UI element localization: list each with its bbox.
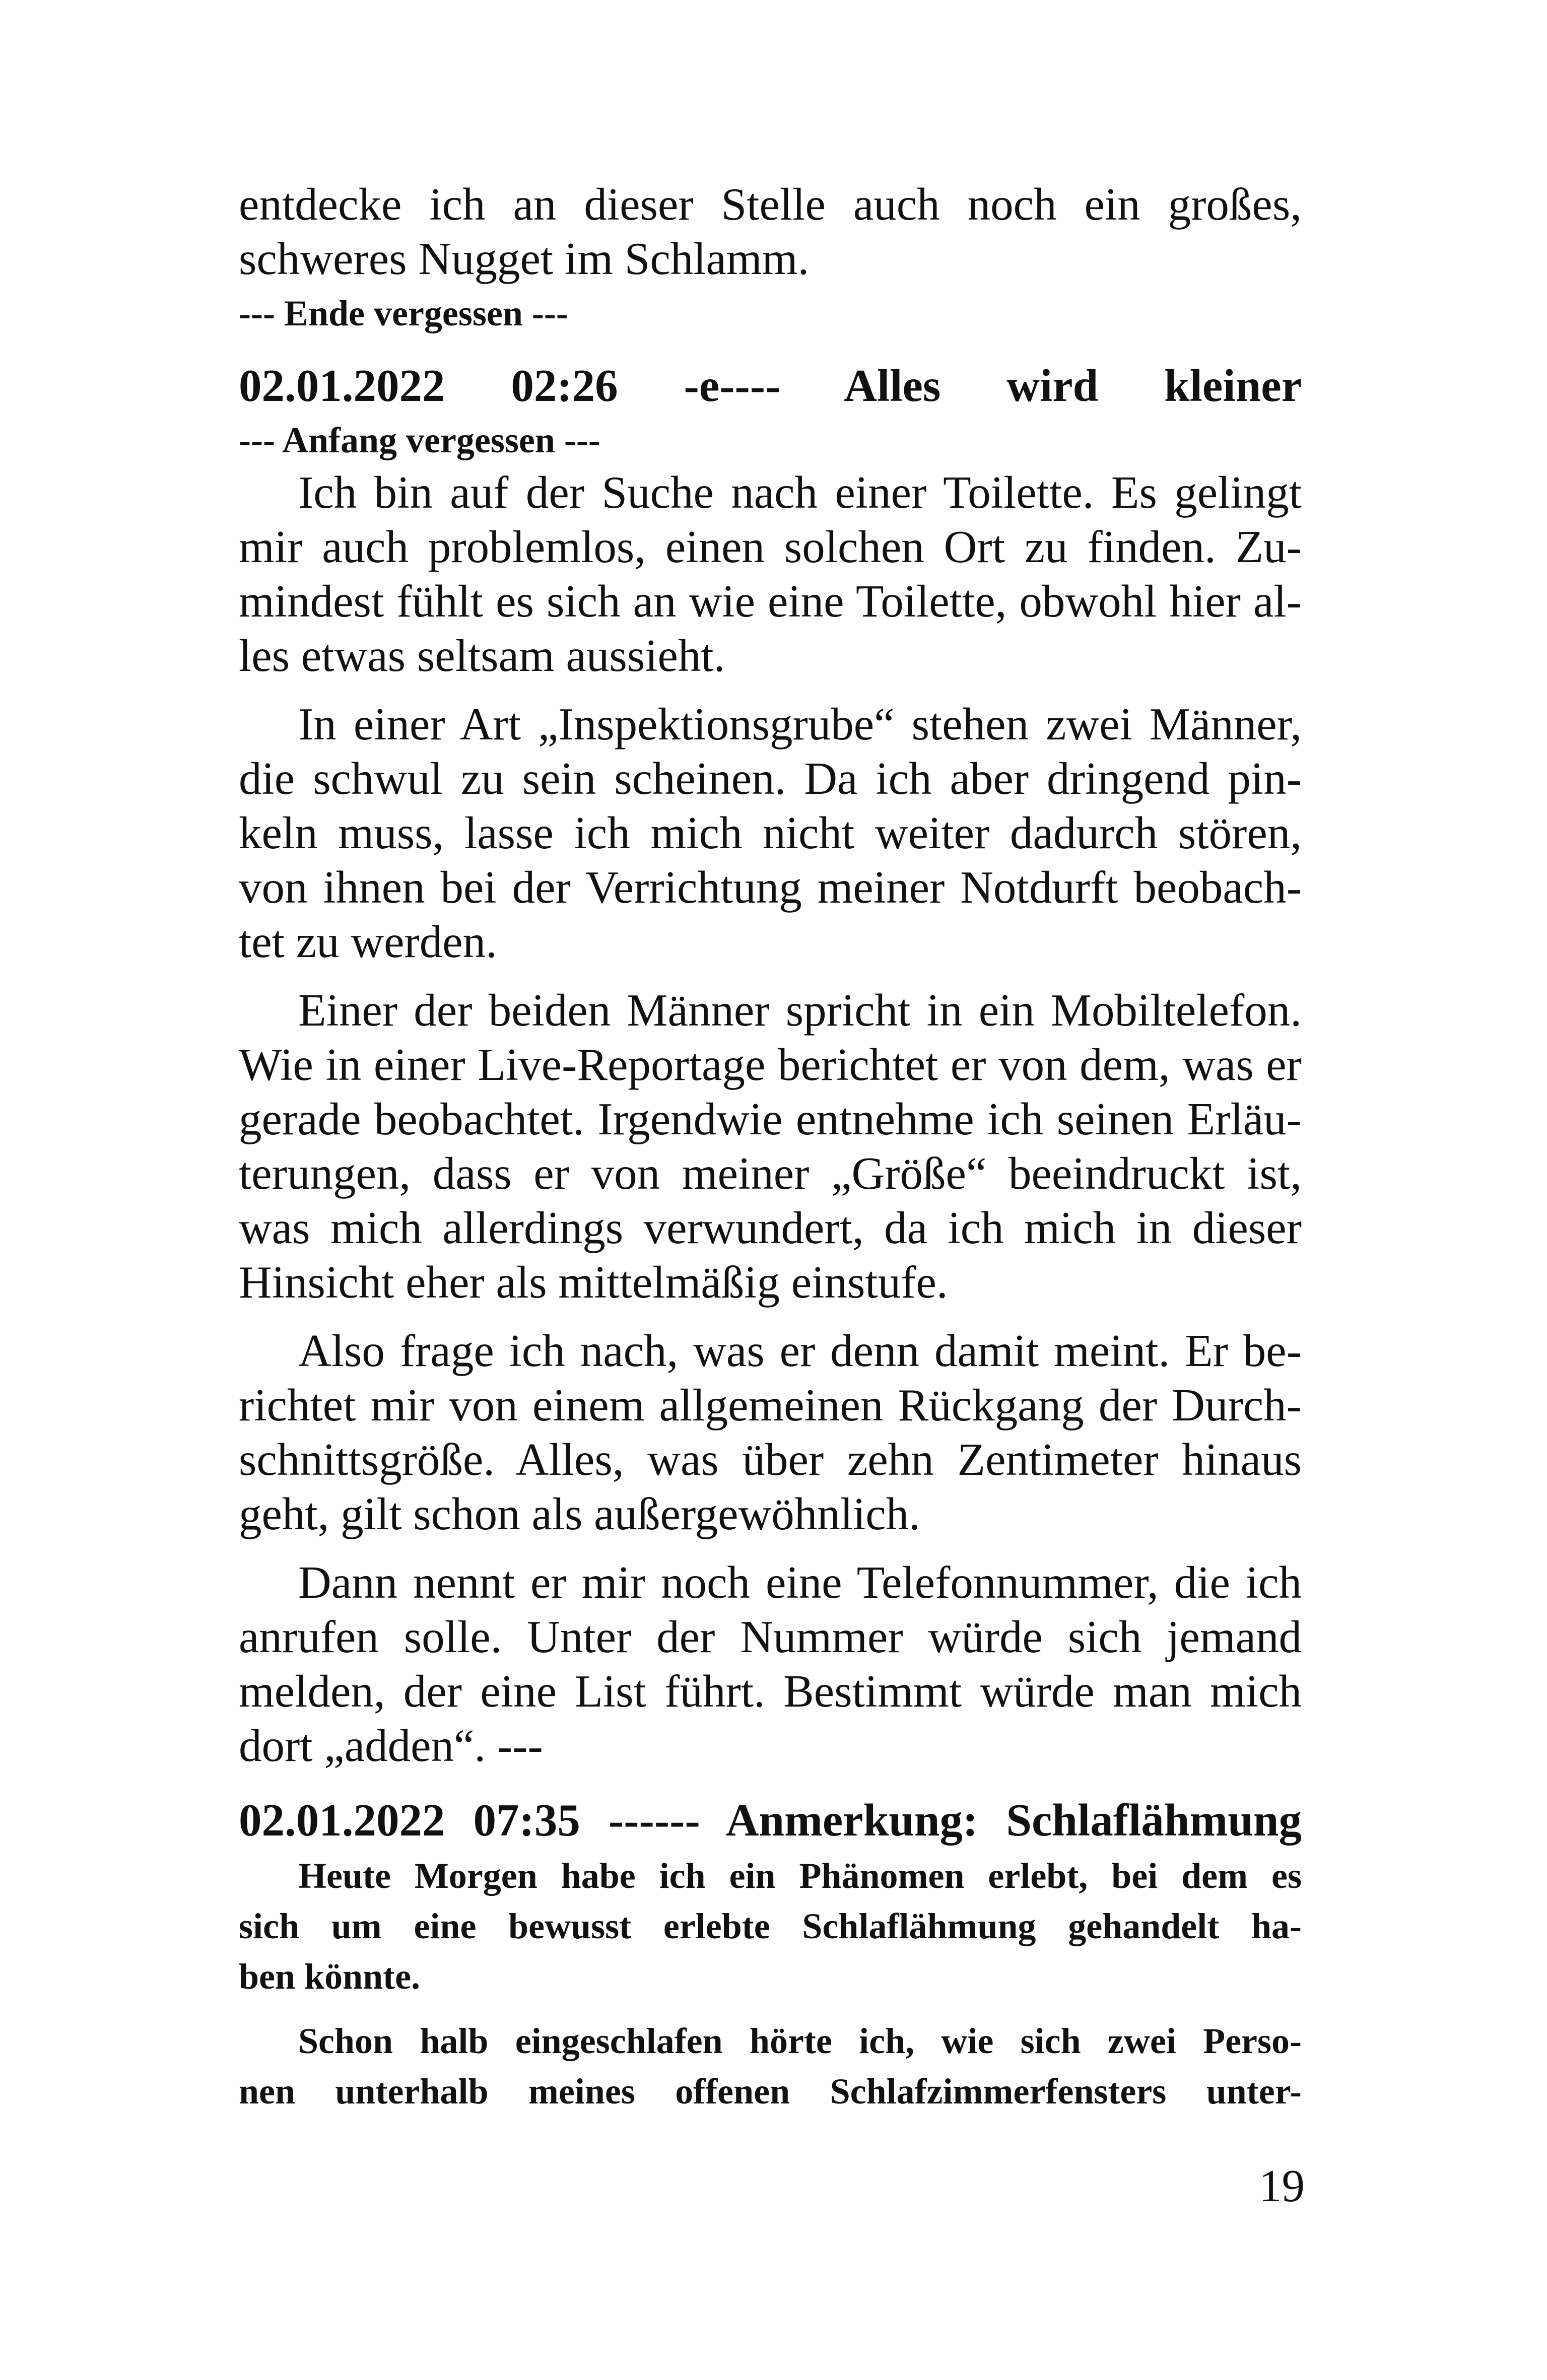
- paragraph-continuation: [239, 177, 1302, 286]
- text-line: Ich bin auf der Suche nach einer Toilette. Es gelingt: [298, 467, 1302, 518]
- text-line: nen unterhalb meines offenen Schlafzimmerfensters unter-: [239, 2071, 1302, 2112]
- text-line: sich um eine bewusst erlebte Schlaflähmung gehandelt ha-: [239, 1906, 1302, 1946]
- text-line: mindest fühlt es sich an wie eine Toilette, obwohl hier al-: [239, 576, 1302, 627]
- paragraph-gap: [239, 2002, 1302, 2016]
- text-line: die schwul zu sein scheinen. Da ich aber dringend pin-: [239, 753, 1302, 804]
- text-line: gerade beobachtet. Irgendwie entnehme ich seinen Erläu-: [239, 1094, 1302, 1144]
- paragraph-gap: [239, 1310, 1302, 1324]
- paragraph-gap: [239, 683, 1302, 697]
- text-line: Wie in einer Live-Reportage berichtet er von dem, was er: [239, 1039, 1302, 1090]
- text-line: dort „adden“. ---: [239, 1720, 543, 1771]
- start-forgotten-marker: --- Anfang vergessen ---: [239, 420, 600, 460]
- text-line: keln muss, lasse ich mich nicht weiter dadurch stören,: [239, 807, 1302, 858]
- text-line: entdecke ich an dieser Stelle auch noch ein großes,: [239, 179, 1302, 230]
- paragraph: [239, 1324, 1302, 1541]
- bold-paragraph: [239, 2016, 1302, 2117]
- text-line: von ihnen bei der Verrichtung meiner Notdurft beobach-: [239, 862, 1302, 913]
- text-line: schnittsgröße. Alles, was über zehn Zentimeter hinaus: [239, 1434, 1302, 1485]
- bold-paragraph: [239, 1851, 1302, 2002]
- text-line: richtet mir von einem allgemeinen Rückgang der Durch-: [239, 1380, 1302, 1431]
- paragraph: [239, 983, 1302, 1310]
- text-line: melden, der eine List führt. Bestimmt würde man mich: [239, 1666, 1302, 1717]
- text-line: geht, gilt schon als außergewöhnlich.: [239, 1488, 920, 1539]
- text-line: anrufen solle. Unter der Nummer würde sich jemand: [239, 1611, 1302, 1662]
- entry-heading-schlaflaehmung: 02.01.2022 07:35 ------ Anmerkung: Schlaflähmung: [239, 1795, 1302, 1846]
- text-line: tet zu werden.: [239, 916, 497, 967]
- paragraph: [239, 697, 1302, 969]
- text-line: ben könnte.: [239, 1956, 421, 1997]
- text-line: Einer der beiden Männer spricht in ein Mobiltelefon.: [298, 985, 1302, 1036]
- book-page: [239, 177, 1302, 2117]
- text-line: terungen, dass er von meiner „Größe“ beeindruckt ist,: [239, 1148, 1302, 1199]
- entry-heading-alles-wird-kleiner: 02.01.2022 02:26 -e---- Alles wird kleiner: [239, 360, 1302, 411]
- paragraph: [239, 1555, 1302, 1773]
- text-line: Dann nennt er mir noch eine Telefonnummer, die ich: [298, 1557, 1302, 1608]
- text-line: Hinsicht eher als mittelmäßig einstufe.: [239, 1257, 948, 1308]
- page-number: 19: [1259, 2160, 1305, 2211]
- text-line: Also frage ich nach, was er denn damit meint. Er be-: [298, 1325, 1302, 1376]
- text-line: Schon halb eingeschlafen hörte ich, wie sich zwei Perso-: [298, 2021, 1302, 2061]
- text-line: les etwas seltsam aussieht.: [239, 630, 725, 681]
- text-line: schweres Nugget im Schlamm.: [239, 233, 810, 284]
- end-forgotten-marker: --- Ende vergessen ---: [239, 293, 568, 333]
- paragraph: [239, 465, 1302, 683]
- paragraph-gap: [239, 969, 1302, 983]
- text-line: Heute Morgen habe ich ein Phänomen erlebt, bei dem es: [298, 1856, 1302, 1896]
- text-line: In einer Art „Inspektionsgrube“ stehen zwei Männer,: [298, 699, 1302, 750]
- text-line: mir auch problemlos, einen solchen Ort zu finden. Zu-: [239, 521, 1302, 572]
- paragraph-gap: [239, 1541, 1302, 1555]
- text-line: was mich allerdings verwundert, da ich mich in dieser: [239, 1202, 1302, 1253]
